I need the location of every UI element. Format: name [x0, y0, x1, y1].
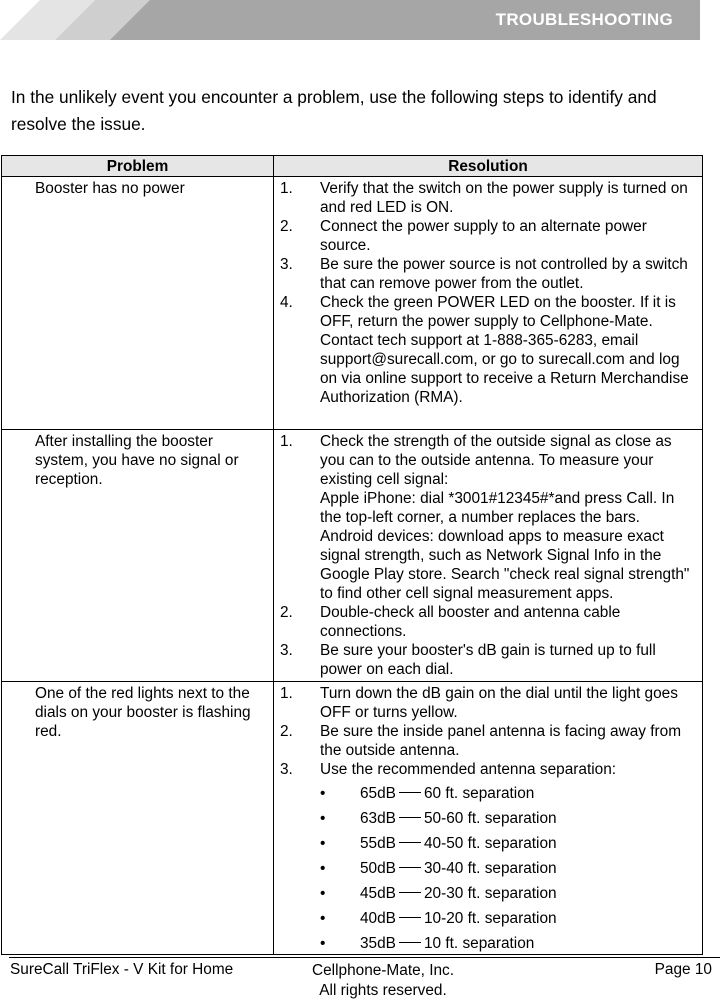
- resolution-header: Resolution: [274, 156, 703, 177]
- dash-separator: [399, 917, 421, 918]
- android-instructions: Android devices: download apps to measure exact signal strength, such as Network Signal Info in the Google Play store. Search "check real signal strength" to find other cell signal measurement apps.: [320, 528, 690, 602]
- separation-item: [280, 884, 698, 904]
- resolution-step: 3. Use the recommended antenna separation:: [280, 761, 617, 778]
- footer-divider: [9, 957, 720, 958]
- resolution-cell: [274, 682, 703, 955]
- bullet-icon: •: [320, 835, 326, 852]
- bullet-icon: •: [320, 860, 326, 877]
- separation-distance: 30-40 ft. separation: [423, 860, 557, 877]
- dash-separator: [399, 817, 421, 818]
- resolution-step: 1. Turn down the dB gain on the dial until the light goes OFF or turns yellow.: [280, 685, 678, 721]
- resolution-step: 3. Be sure the power source is not controlled by a switch that can remove power from the outlet.: [280, 256, 688, 292]
- resolution-step: 3. Be sure your booster's dB gain is turned up to full power on each dial.: [280, 642, 656, 678]
- separation-distance: 60 ft. separation: [423, 785, 535, 802]
- resolution-step: 2. Double-check all booster and antenna cable connections.: [280, 604, 621, 640]
- resolution-step: 4. Check the green POWER LED on the booster. If it is OFF, return the power supply to Cellphone-Mate. Contact tech support at 1-888-365-6283, email support@surecall.com, or go to surecall.com and log on via online support to receive a Return Merchandise Authorization (RMA).: [280, 294, 689, 406]
- gain-value: 55dB: [360, 835, 396, 852]
- gain-value: 50dB: [360, 860, 396, 877]
- separation-item: [280, 784, 698, 804]
- footer-product: SureCall TriFlex - V Kit for Home: [10, 961, 234, 978]
- gain-value: 35dB: [360, 935, 396, 952]
- separation-item: [280, 909, 698, 929]
- table-row: [2, 177, 703, 430]
- table-row: [2, 430, 703, 682]
- gain-value: 65dB: [360, 785, 396, 802]
- intro-paragraph: In the unlikely event you encounter a problem, use the following steps to identify and resolve the issue.: [11, 87, 657, 134]
- resolution-step: 1. Verify that the switch on the power supply is turned on and red LED is ON.: [280, 180, 688, 216]
- dash-separator: [399, 867, 421, 868]
- separation-distance: 10 ft. separation: [423, 935, 535, 952]
- table-header-row: [2, 156, 703, 177]
- dash-separator: [399, 942, 421, 943]
- iphone-instructions: Apple iPhone: dial *3001#12345#*and press Call. In the top-left corner, a number replaces the bars.: [320, 490, 675, 526]
- table-row: [2, 682, 703, 955]
- separation-distance: 20-30 ft. separation: [423, 885, 557, 902]
- problem-header: Problem: [2, 156, 274, 177]
- resolution-cell: [274, 430, 703, 682]
- gain-value: 63dB: [360, 810, 396, 827]
- section-title: TROUBLESHOOTING: [495, 10, 673, 29]
- gain-value: 40dB: [360, 910, 396, 927]
- resolution-cell: [274, 177, 703, 430]
- dash-separator: [399, 842, 421, 843]
- gain-value: 45dB: [360, 885, 396, 902]
- bullet-icon: •: [320, 910, 326, 927]
- separation-distance: 50-60 ft. separation: [423, 810, 557, 827]
- separation-item: [280, 934, 698, 954]
- separation-list: [280, 784, 698, 954]
- resolution-step: 2. Connect the power supply to an alternate power source.: [280, 218, 647, 254]
- bullet-icon: •: [320, 785, 326, 802]
- troubleshooting-table: [1, 155, 703, 955]
- dash-separator: [399, 792, 421, 793]
- dash-separator: [399, 892, 421, 893]
- footer-company-name: Cellphone-Mate, Inc.: [312, 962, 455, 979]
- page-number: Page 10: [654, 961, 712, 978]
- separation-item: [280, 834, 698, 854]
- separation-item: [280, 809, 698, 829]
- problem-cell: Booster has no power: [2, 177, 274, 430]
- header-banner: [0, 0, 700, 40]
- separation-item: [280, 859, 698, 879]
- resolution-step: 1. Check the strength of the outside signal as close as you can to the outside antenna. To measure your existing cell signal: Apple iPhone: dial *3001#12345#*and press Call. In the top-left corner, a number replaces the bars. Android devices: download apps to measure exact signal strength, such as Network Signal Info in the Google Play store. Search "check real signal strength" to find other cell signal measurement apps.: [280, 433, 690, 602]
- bullet-icon: •: [320, 935, 326, 952]
- bullet-icon: •: [320, 885, 326, 902]
- resolution-step: 2. Be sure the inside panel antenna is facing away from the outside antenna.: [280, 723, 682, 759]
- footer-rights: All rights reserved.: [319, 982, 447, 999]
- separation-distance: 10-20 ft. separation: [423, 910, 557, 927]
- problem-cell: After installing the booster system, you have no signal or reception.: [2, 430, 274, 682]
- footer-company: [312, 961, 454, 1001]
- bullet-icon: •: [320, 810, 326, 827]
- separation-distance: 40-50 ft. separation: [423, 835, 557, 852]
- problem-cell: One of the red lights next to the dials on your booster is flashing red.: [2, 682, 274, 955]
